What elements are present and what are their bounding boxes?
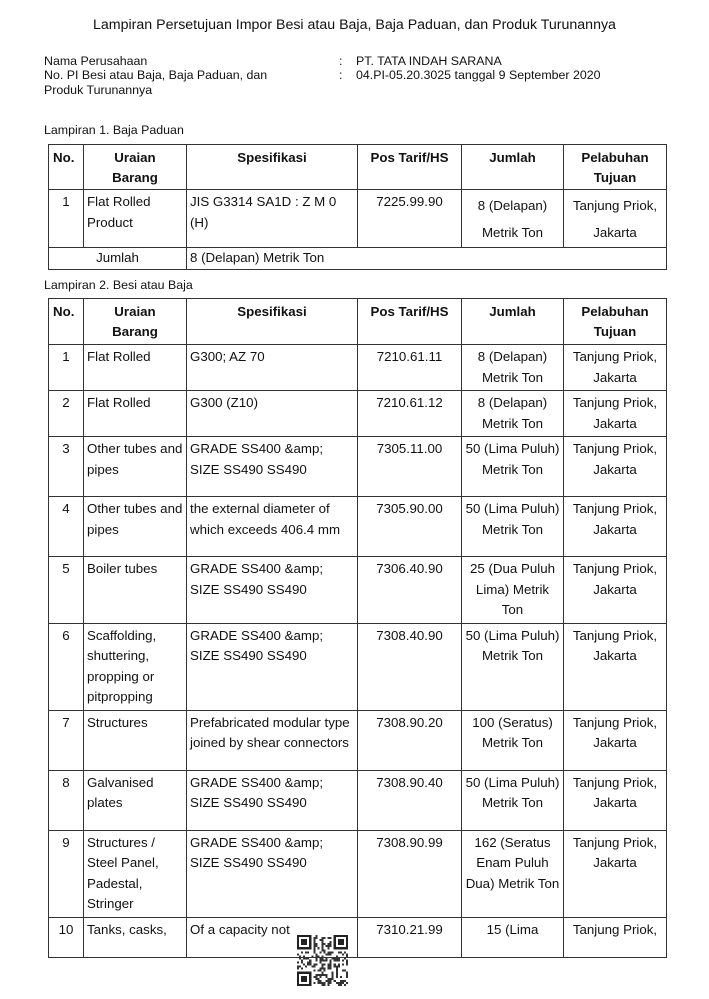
header-uraian-line2: Barang — [112, 324, 158, 339]
cell-pos-tarif: 7308.90.40 — [358, 770, 462, 830]
cell-jumlah: 25 (Dua Puluh Lima) Metrik Ton — [462, 557, 564, 624]
lampiran-2-table — [48, 298, 667, 958]
header-uraian — [84, 145, 187, 190]
table-row — [49, 497, 667, 557]
cell-pos-tarif: 7225.99.90 — [358, 190, 462, 248]
cell-pos-tarif: 7305.90.00 — [358, 497, 462, 557]
cell-pelabuhan-line1: Tanjung Priok, — [572, 198, 658, 213]
cell-uraian: Structures — [84, 710, 187, 770]
cell-spesifikasi: G300 (Z10) — [187, 391, 358, 437]
header-uraian-line1: Uraian — [114, 304, 156, 319]
table-row — [49, 345, 667, 391]
header-pos-tarif: Pos Tarif/HS — [358, 299, 462, 345]
cell-no: 8 — [49, 770, 84, 830]
header-uraian-line2: Barang — [112, 170, 158, 185]
cell-pos-tarif: 7306.40.90 — [358, 557, 462, 624]
cell-pelabuhan: Tanjung Priok, — [564, 917, 667, 957]
cell-uraian: Tanks, casks, — [84, 917, 187, 957]
table-header-row — [49, 145, 667, 190]
header-no: No. — [49, 145, 84, 190]
cell-jumlah — [462, 190, 564, 248]
cell-uraian: Scaffolding, shuttering, propping or pitpropping — [84, 623, 187, 710]
table-row — [49, 917, 667, 957]
qr-code-icon — [297, 935, 348, 986]
header-no: No. — [49, 299, 84, 345]
total-value: 8 (Delapan) Metrik Ton — [187, 248, 667, 270]
cell-jumlah: 50 (Lima Puluh) Metrik Ton — [462, 437, 564, 497]
cell-pos-tarif: 7310.21.99 — [358, 917, 462, 957]
table-row — [49, 710, 667, 770]
cell-no: 4 — [49, 497, 84, 557]
cell-no: 7 — [49, 710, 84, 770]
meta-label: Produk Turunannya — [44, 82, 153, 97]
cell-no: 10 — [49, 917, 84, 957]
header-spesifikasi: Spesifikasi — [187, 145, 358, 190]
document-meta — [44, 54, 601, 97]
cell-uraian: Galvanised plates — [84, 770, 187, 830]
cell-pelabuhan: Tanjung Priok, Jakarta — [564, 557, 667, 624]
cell-pelabuhan: Tanjung Priok, Jakarta — [564, 497, 667, 557]
header-uraian-line1: Uraian — [114, 150, 156, 165]
table-row — [49, 770, 667, 830]
lampiran-2-body — [49, 345, 667, 958]
cell-jumlah: 15 (Lima — [462, 917, 564, 957]
meta-row-company — [44, 54, 601, 68]
cell-spesifikasi: GRADE SS400 &amp; SIZE SS490 SS490 — [187, 623, 358, 710]
cell-jumlah: 50 (Lima Puluh) Metrik Ton — [462, 497, 564, 557]
cell-spesifikasi: Prefabricated modular type joined by shear connectors — [187, 710, 358, 770]
header-jumlah: Jumlah — [462, 145, 564, 190]
cell-pos-tarif: 7210.61.12 — [358, 391, 462, 437]
meta-label: No. PI Besi atau Baja, Baja Paduan, dan — [44, 68, 268, 83]
cell-no: 3 — [49, 437, 84, 497]
meta-value: 04.PI-05.20.3025 tanggal 9 September 2020 — [356, 68, 601, 83]
cell-pos-tarif: 7308.90.99 — [358, 830, 462, 917]
cell-no: 6 — [49, 623, 84, 710]
table-row — [49, 623, 667, 710]
cell-spesifikasi: GRADE SS400 &amp; SIZE SS490 SS490 — [187, 770, 358, 830]
cell-uraian: Other tubes and pipes — [84, 497, 187, 557]
cell-jumlah-line2: Metrik Ton — [481, 225, 544, 240]
header-pelabuhan — [564, 145, 667, 190]
document-title: Lampiran Persetujuan Impor Besi atau Baja, Baja Paduan, dan Produk Turunannya — [93, 17, 616, 33]
cell-spesifikasi: Of a capacity not — [187, 917, 358, 957]
cell-jumlah: 50 (Lima Puluh) Metrik Ton — [462, 770, 564, 830]
cell-pelabuhan: Tanjung Priok, Jakarta — [564, 770, 667, 830]
cell-pelabuhan: Tanjung Priok, Jakarta — [564, 345, 667, 391]
header-spesifikasi: Spesifikasi — [187, 299, 358, 345]
cell-no: 1 — [49, 345, 84, 391]
meta-separator: : — [339, 54, 343, 68]
cell-no: 5 — [49, 557, 84, 624]
header-uraian — [84, 299, 187, 345]
table-row — [49, 830, 667, 917]
header-pelabuhan-line2: Tujuan — [593, 170, 637, 185]
cell-pelabuhan: Tanjung Priok, Jakarta — [564, 391, 667, 437]
meta-separator: : — [339, 68, 343, 83]
cell-spesifikasi: the external diameter of which exceeds 406.4 mm — [187, 497, 358, 557]
header-jumlah: Jumlah — [462, 299, 564, 345]
table-row — [49, 437, 667, 497]
meta-row-continuation — [44, 83, 601, 97]
table-total-row — [49, 248, 667, 270]
cell-spesifikasi: GRADE SS400 &amp; SIZE SS490 SS490 — [187, 830, 358, 917]
table-header-row — [49, 299, 667, 345]
cell-pelabuhan: Tanjung Priok, Jakarta — [564, 830, 667, 917]
cell-jumlah: 100 (Seratus) Metrik Ton — [462, 710, 564, 770]
header-pelabuhan-line1: Pelabuhan — [581, 150, 649, 165]
cell-pelabuhan: Tanjung Priok, Jakarta — [564, 437, 667, 497]
cell-jumlah-line1: 8 (Delapan) — [477, 198, 548, 213]
cell-pelabuhan: Tanjung Priok, Jakarta — [564, 710, 667, 770]
cell-jumlah: 50 (Lima Puluh) Metrik Ton — [462, 623, 564, 710]
meta-label: Nama Perusahaan — [44, 54, 148, 68]
table-row — [49, 557, 667, 624]
cell-pos-tarif: 7210.61.11 — [358, 345, 462, 391]
meta-row-pi-number — [44, 68, 601, 82]
cell-jumlah: 8 (Delapan) Metrik Ton — [462, 391, 564, 437]
cell-uraian: Other tubes and pipes — [84, 437, 187, 497]
cell-no: 9 — [49, 830, 84, 917]
cell-uraian: Structures / Steel Panel, Padestal, Stringer — [84, 830, 187, 917]
cell-no: 2 — [49, 391, 84, 437]
table-row — [49, 190, 667, 248]
cell-jumlah: 8 (Delapan) Metrik Ton — [462, 345, 564, 391]
table-row — [49, 391, 667, 437]
meta-value: PT. TATA INDAH SARANA — [356, 54, 502, 68]
total-label: Jumlah — [49, 248, 187, 270]
cell-pelabuhan: Tanjung Priok, Jakarta — [564, 623, 667, 710]
lampiran-1-label: Lampiran 1. Baja Paduan — [44, 123, 184, 137]
cell-pos-tarif: 7308.40.90 — [358, 623, 462, 710]
cell-spesifikasi: JIS G3314 SA1D : Z M 0 (H) — [187, 190, 358, 248]
cell-uraian: Flat Rolled — [84, 391, 187, 437]
cell-pos-tarif: 7308.90.20 — [358, 710, 462, 770]
cell-no: 1 — [49, 190, 84, 248]
header-pos-tarif: Pos Tarif/HS — [358, 145, 462, 190]
cell-uraian: Boiler tubes — [84, 557, 187, 624]
cell-uraian: Flat Rolled — [84, 345, 187, 391]
cell-pelabuhan — [564, 190, 667, 248]
cell-spesifikasi: GRADE SS400 &amp; SIZE SS490 SS490 — [187, 437, 358, 497]
header-pelabuhan-line1: Pelabuhan — [581, 304, 649, 319]
cell-pelabuhan-line2: Jakarta — [593, 225, 637, 240]
lampiran-1-table — [48, 144, 667, 270]
cell-pos-tarif: 7305.11.00 — [358, 437, 462, 497]
cell-spesifikasi: G300; AZ 70 — [187, 345, 358, 391]
cell-spesifikasi: GRADE SS400 &amp; SIZE SS490 SS490 — [187, 557, 358, 624]
header-pelabuhan — [564, 299, 667, 345]
header-pelabuhan-line2: Tujuan — [593, 324, 637, 339]
lampiran-2-label: Lampiran 2. Besi atau Baja — [44, 278, 193, 292]
cell-uraian: Flat Rolled Product — [84, 190, 187, 248]
cell-jumlah: 162 (Seratus Enam Puluh Dua) Metrik Ton — [462, 830, 564, 917]
